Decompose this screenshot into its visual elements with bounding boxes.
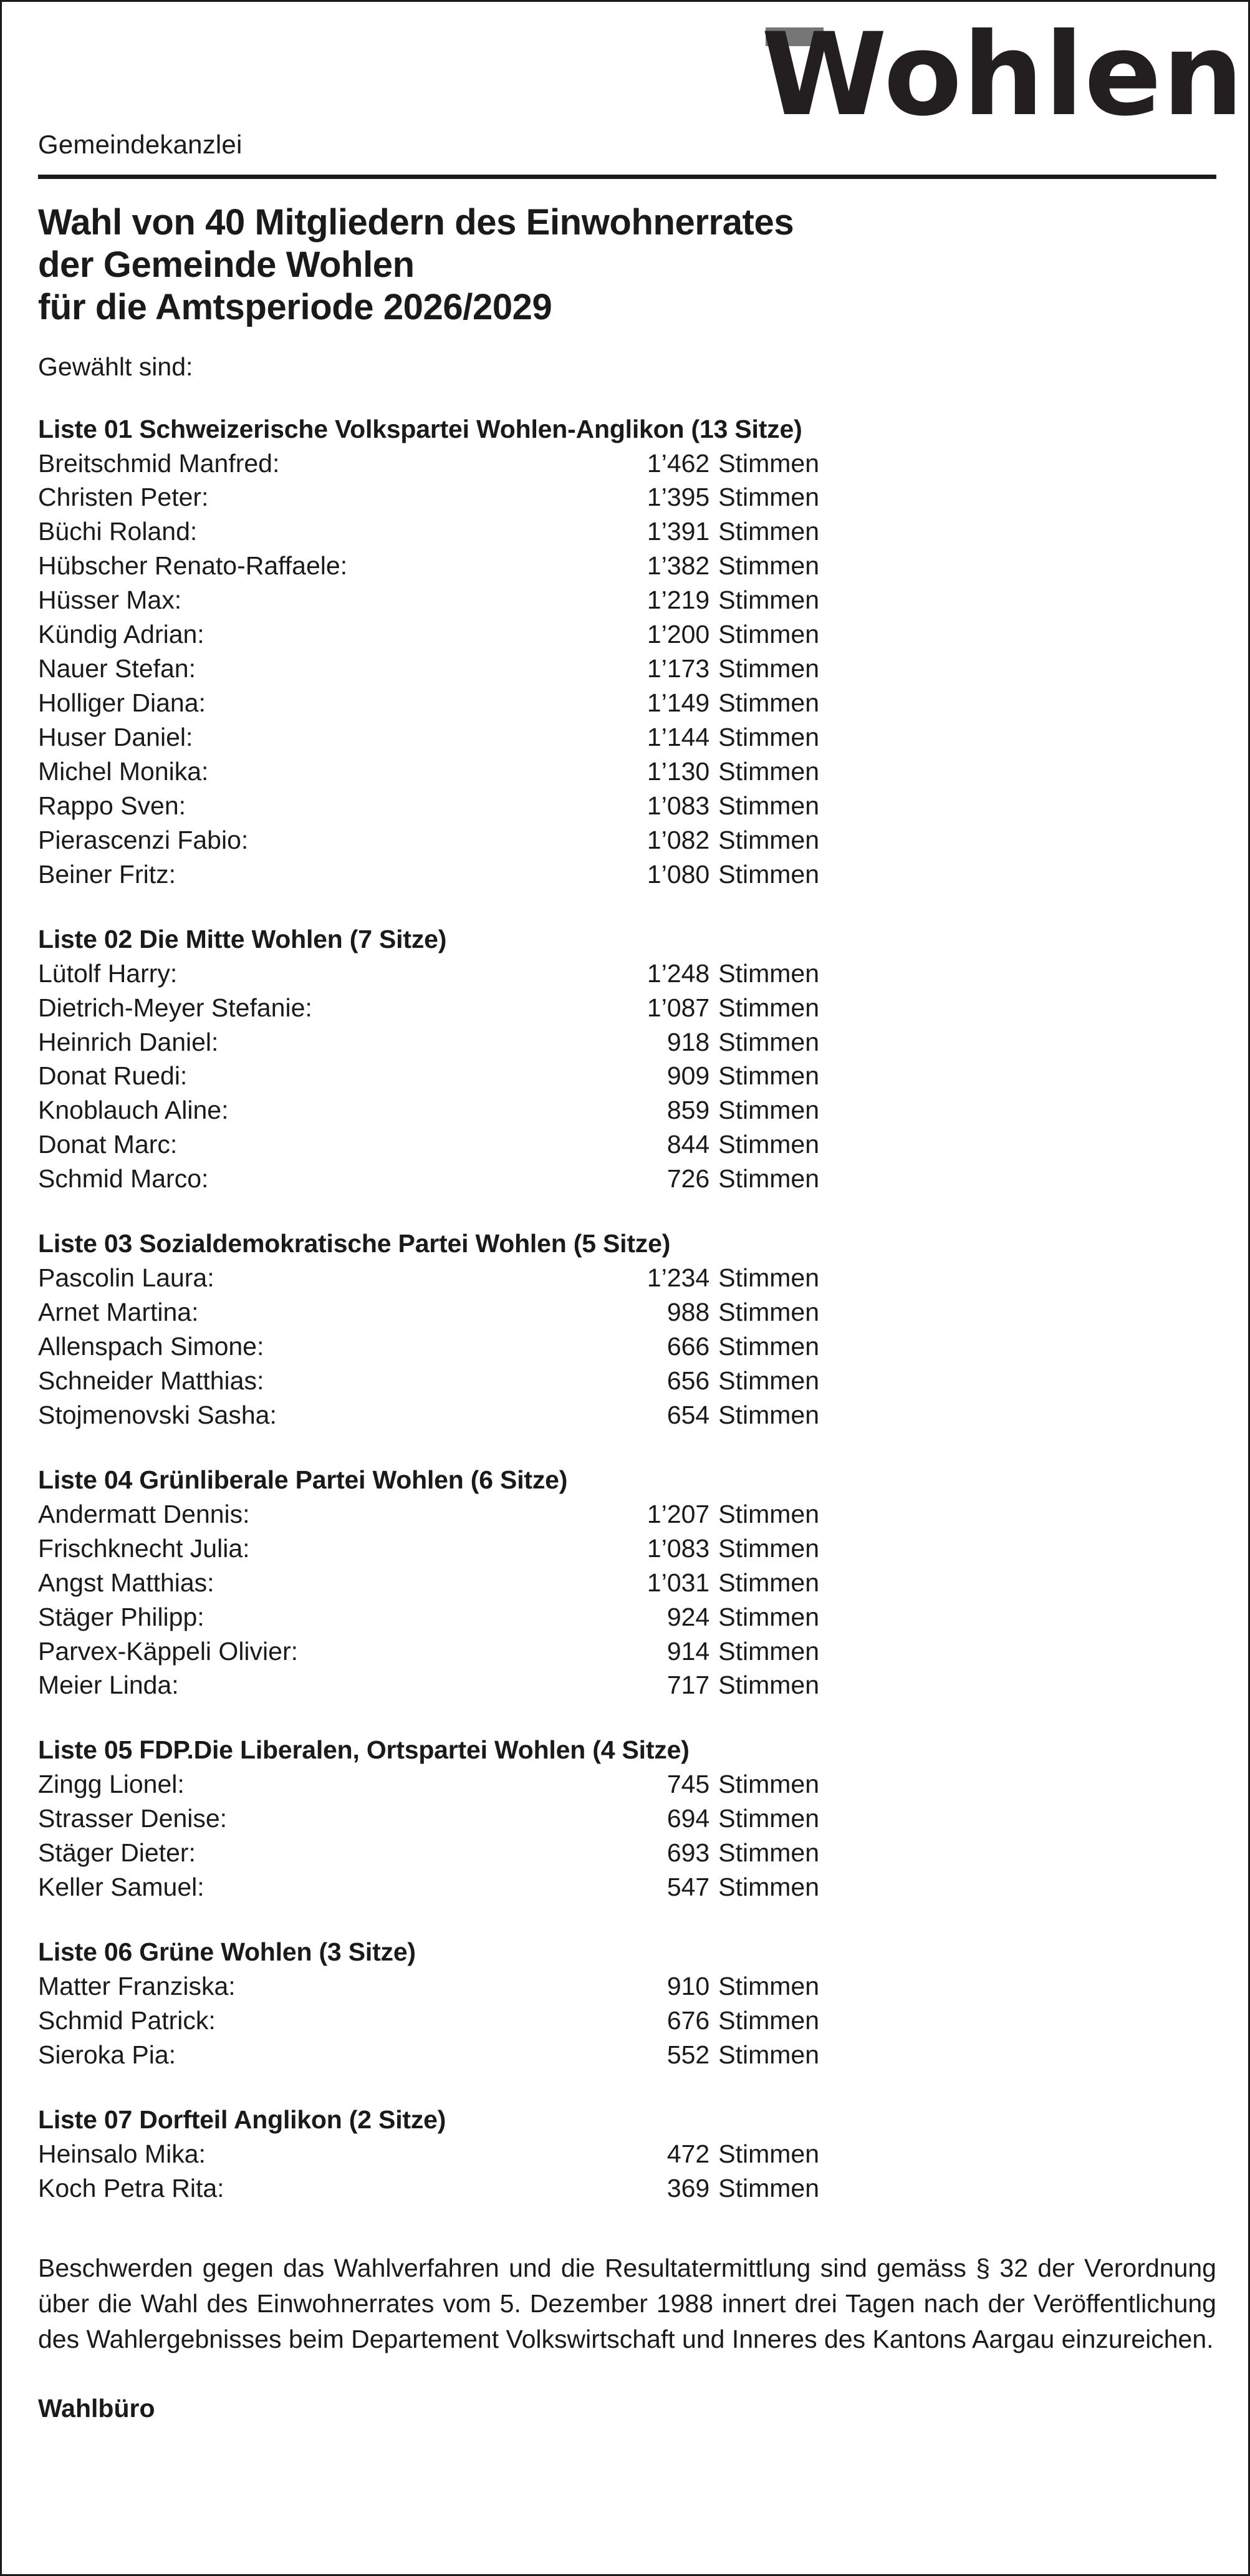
candidate-vote-count: 988 [666,1298,710,1327]
results-lists [38,412,1216,2206]
candidate-vote-unit: Stimmen [718,1533,819,1563]
list-block [38,1935,1216,2072]
candidate-row [38,1767,819,1802]
candidate-row [38,446,819,481]
candidate-vote-unit: Stimmen [718,1568,819,1597]
candidate-name: Pierascenzi Fabio: [38,825,249,854]
candidate-vote-unit: Stimmen [718,1366,819,1395]
candidate-vote-count: 676 [666,2005,710,2035]
candidate-row [38,2004,819,2038]
candidate-name: Stojmenovski Sasha: [38,1400,277,1429]
appeal-notice: Beschwerden gegen das Wahlverfahren und die Resultatermittlung sind gemäss § 32 der Verordnung über die Wahl des Einwohnerrates vom 5. Dezember 1988 innert drei Tagen nach der Veröffentlichung des Wahlergebnisses beim Departement Volkswirtschaft und Inneres des Kantons Aargau einzureichen. [38,2253,1216,2354]
page-header [38,2,1244,175]
candidate-vote-count: 717 [666,1671,710,1700]
candidate-vote-unit: Stimmen [718,1400,819,1429]
candidate-name: Knoblauch Aline: [38,1096,229,1125]
candidate-votes [615,1600,819,1634]
candidate-votes [615,720,819,755]
candidate-vote-unit: Stimmen [718,1671,819,1700]
candidate-vote-unit: Stimmen [718,1096,819,1125]
candidate-row [38,720,819,755]
candidate-vote-count: 1’083 [647,1533,710,1563]
candidate-votes [615,480,819,514]
candidate-vote-count: 1’248 [647,958,710,988]
candidate-name: Stäger Philipp: [38,1602,204,1631]
candidate-vote-unit: Stimmen [718,859,819,889]
candidate-votes [615,789,819,823]
candidate-vote-unit: Stimmen [718,1499,819,1528]
candidate-votes [615,1329,819,1364]
candidate-name: Heinsalo Mika: [38,2139,206,2168]
candidate-votes [615,686,819,720]
candidate-row [38,1295,819,1329]
candidate-row [38,686,819,720]
candidate-name: Christen Peter: [38,483,209,512]
candidate-vote-unit: Stimmen [718,1263,819,1293]
candidate-vote-count: 1’149 [647,688,710,718]
candidate-vote-unit: Stimmen [718,993,819,1022]
candidate-row [38,2171,819,2206]
candidate-row [38,1566,819,1600]
candidate-votes [615,1398,819,1432]
candidate-name: Rappo Sven: [38,791,186,820]
list-title: Liste 04 Grünliberale Partei Wohlen (6 Sitze) [38,1465,568,1494]
candidate-vote-count: 910 [666,1972,710,2001]
candidate-row [38,583,819,617]
candidate-votes [615,823,819,857]
candidate-votes [615,514,819,549]
candidate-vote-count: 844 [666,1130,710,1159]
candidate-vote-unit: Stimmen [718,2173,819,2202]
candidate-vote-count: 1’083 [647,791,710,820]
candidate-row [38,1668,819,1702]
candidate-row [38,1870,819,1904]
candidate-name: Strasser Denise: [38,1804,228,1833]
list-block [38,412,1216,892]
list-block [38,1227,1216,1432]
candidate-votes [615,617,819,652]
candidate-row [38,549,819,583]
candidate-votes [615,1969,819,2004]
candidate-name: Kündig Adrian: [38,620,204,649]
candidate-votes [615,2038,819,2072]
candidate-vote-count: 1’144 [647,723,710,752]
candidate-row [38,1059,819,1093]
candidate-vote-count: 1’234 [647,1263,710,1293]
candidate-vote-unit: Stimmen [718,1873,819,1902]
candidate-row [38,1532,819,1566]
candidate-vote-unit: Stimmen [718,1770,819,1799]
candidate-votes [615,1767,819,1802]
candidate-row [38,1093,819,1127]
candidate-votes [615,446,819,481]
candidate-votes [615,957,819,991]
candidate-name: Matter Franziska: [38,1972,236,2001]
candidate-votes [615,1802,819,1836]
candidate-name: Lütolf Harry: [38,958,178,988]
candidate-vote-count: 924 [666,1602,710,1631]
candidate-row [38,2137,819,2171]
candidate-name: Schneider Matthias: [38,1366,264,1395]
candidate-row [38,1025,819,1059]
candidate-name: Parvex-Käppeli Olivier: [38,1636,298,1666]
candidate-votes [615,1532,819,1566]
candidate-votes [615,1870,819,1904]
logo-wordmark: Wohlen [761,9,1244,142]
candidate-name: Hüsser Max: [38,586,182,615]
page-title-line-2: der Gemeinde Wohlen [38,244,415,285]
candidate-name: Zingg Lionel: [38,1770,185,1799]
candidate-votes [615,1261,819,1295]
candidate-name: Heinrich Daniel: [38,1027,219,1056]
candidate-row [38,1398,819,1432]
candidate-vote-unit: Stimmen [718,551,819,581]
candidate-votes [615,1364,819,1398]
candidate-vote-unit: Stimmen [718,1130,819,1159]
candidate-vote-count: 726 [666,1164,710,1194]
candidate-vote-unit: Stimmen [718,2139,819,2168]
candidate-vote-count: 1’391 [647,517,710,546]
candidate-vote-count: 656 [666,1366,710,1395]
candidate-name: Sieroka Pia: [38,2040,176,2069]
list-title: Liste 06 Grüne Wohlen (3 Sitze) [38,1937,416,1967]
candidate-name: Michel Monika: [38,756,209,786]
candidate-votes [615,1093,819,1127]
candidate-votes [615,1162,819,1196]
candidate-row [38,789,819,823]
candidate-vote-count: 1’173 [647,654,710,683]
list-block [38,2103,1216,2206]
candidate-name: Frischknecht Julia: [38,1533,250,1563]
candidate-vote-unit: Stimmen [718,1061,819,1091]
candidate-name: Keller Samuel: [38,1873,204,1902]
candidate-vote-unit: Stimmen [718,654,819,683]
candidate-row [38,617,819,652]
candidate-row [38,652,819,686]
candidate-vote-unit: Stimmen [718,1027,819,1056]
candidate-name: Angst Matthias: [38,1568,214,1597]
candidate-name: Donat Marc: [38,1130,178,1159]
candidate-votes [615,755,819,789]
candidate-name: Hübscher Renato-Raffaele: [38,551,348,581]
candidate-vote-count: 1’200 [647,620,710,649]
candidate-vote-unit: Stimmen [718,2005,819,2035]
candidate-name: Schmid Patrick: [38,2005,216,2035]
candidate-vote-unit: Stimmen [718,1838,819,1868]
list-title: Liste 03 Sozialdemokratische Partei Wohlen (5 Sitze) [38,1229,671,1258]
candidate-vote-count: 694 [666,1804,710,1833]
candidate-votes [615,1497,819,1532]
page-title-line-3: für die Amtsperiode 2026/2029 [38,286,552,327]
candidate-row [38,991,819,1025]
candidate-row [38,1634,819,1669]
candidate-row [38,1364,819,1398]
candidate-votes [615,652,819,686]
candidate-vote-unit: Stimmen [718,1972,819,2001]
candidate-vote-count: 859 [666,1096,710,1125]
candidate-name: Nauer Stefan: [38,654,196,683]
candidate-vote-count: 1’462 [647,448,710,478]
candidate-vote-unit: Stimmen [718,1804,819,1833]
candidate-vote-count: 693 [666,1838,710,1868]
candidate-name: Huser Daniel: [38,723,193,752]
candidate-vote-count: 918 [666,1027,710,1056]
candidate-vote-unit: Stimmen [718,958,819,988]
candidate-row [38,857,819,892]
list-block [38,1463,1216,1703]
candidate-votes [615,549,819,583]
candidate-votes [615,2171,819,2206]
candidate-vote-count: 1’130 [647,756,710,786]
candidate-vote-unit: Stimmen [718,2040,819,2069]
candidate-vote-unit: Stimmen [718,1164,819,1194]
candidate-name: Schmid Marco: [38,1164,209,1194]
list-title: Liste 05 FDP.Die Liberalen, Ortspartei Wohlen (4 Sitze) [38,1735,690,1765]
candidate-votes [615,857,819,892]
candidate-vote-unit: Stimmen [718,723,819,752]
department-label: Gemeindekanzlei [38,130,243,159]
candidate-name: Arnet Martina: [38,1298,199,1327]
candidate-vote-count: 1’219 [647,586,710,615]
candidate-vote-unit: Stimmen [718,1298,819,1327]
candidate-vote-unit: Stimmen [718,688,819,718]
candidate-vote-unit: Stimmen [718,825,819,854]
list-title: Liste 07 Dorfteil Anglikon (2 Sitze) [38,2105,446,2134]
candidate-votes [615,991,819,1025]
page-title [38,201,1216,329]
candidate-vote-unit: Stimmen [718,1636,819,1666]
candidate-name: Beiner Fritz: [38,859,176,889]
candidate-votes [615,1634,819,1669]
list-block [38,922,1216,1197]
candidate-name: Donat Ruedi: [38,1061,188,1091]
candidate-votes [615,1295,819,1329]
candidate-vote-unit: Stimmen [718,483,819,512]
candidate-vote-count: 547 [666,1873,710,1902]
candidate-name: Stäger Dieter: [38,1838,196,1868]
candidate-votes [615,1025,819,1059]
candidate-vote-count: 654 [666,1400,710,1429]
candidate-vote-count: 914 [666,1636,710,1666]
candidate-name: Allenspach Simone: [38,1332,264,1361]
candidate-vote-count: 1’207 [647,1499,710,1528]
candidate-vote-count: 745 [666,1770,710,1799]
candidate-vote-count: 1’087 [647,993,710,1022]
candidate-vote-count: 1’395 [647,483,710,512]
list-title: Liste 01 Schweizerische Volkspartei Wohlen-Anglikon (13 Sitze) [38,414,802,443]
header-divider [38,175,1216,179]
candidate-votes [615,1059,819,1093]
list-title: Liste 02 Die Mitte Wohlen (7 Sitze) [38,924,447,953]
candidate-vote-count: 1’082 [647,825,710,854]
candidate-vote-unit: Stimmen [718,791,819,820]
candidate-row [38,1261,819,1295]
candidate-row [38,823,819,857]
page-title-line-1: Wahl von 40 Mitgliedern des Einwohnerrates [38,202,794,243]
candidate-row [38,1969,819,2004]
candidate-name: Pascolin Laura: [38,1263,214,1293]
candidate-vote-unit: Stimmen [718,517,819,546]
candidate-name: Holliger Diana: [38,688,206,718]
candidate-row [38,1127,819,1162]
candidate-name: Dietrich-Meyer Stefanie: [38,993,312,1022]
candidate-row [38,1802,819,1836]
candidate-row [38,1162,819,1196]
candidate-vote-count: 369 [666,2173,710,2202]
candidate-vote-count: 909 [666,1061,710,1091]
candidate-vote-count: 1’031 [647,1568,710,1597]
candidate-row [38,2038,819,2072]
page-footer [38,2250,1216,2423]
candidate-vote-unit: Stimmen [718,586,819,615]
candidate-name: Andermatt Dennis: [38,1499,250,1528]
candidate-row [38,1329,819,1364]
candidate-votes [615,1668,819,1702]
candidate-vote-unit: Stimmen [718,756,819,786]
signature-label: Wahlbüro [38,2393,155,2423]
candidate-vote-unit: Stimmen [718,1602,819,1631]
candidate-row [38,957,819,991]
candidate-row [38,480,819,514]
candidate-vote-unit: Stimmen [718,1332,819,1361]
candidate-row [38,1497,819,1532]
candidate-vote-count: 472 [666,2139,710,2168]
candidate-votes [615,1836,819,1870]
candidate-vote-count: 552 [666,2040,710,2069]
candidate-vote-count: 666 [666,1332,710,1361]
candidate-name: Breitschmid Manfred: [38,448,280,478]
candidate-row [38,755,819,789]
candidate-votes [615,2137,819,2171]
candidate-name: Koch Petra Rita: [38,2173,224,2202]
candidate-row [38,514,819,549]
candidate-row [38,1836,819,1870]
candidate-votes [615,583,819,617]
page-content [38,2,1244,2574]
candidate-name: Meier Linda: [38,1671,179,1700]
candidate-name: Büchi Roland: [38,517,198,546]
candidate-votes [615,1127,819,1162]
lead-text: Gewählt sind: [38,352,193,382]
candidate-row [38,1600,819,1634]
candidate-vote-count: 1’080 [647,859,710,889]
candidate-votes [615,2004,819,2038]
candidate-vote-count: 1’382 [647,551,710,581]
candidate-vote-unit: Stimmen [718,620,819,649]
candidate-votes [615,1566,819,1600]
list-block [38,1733,1216,1904]
candidate-vote-unit: Stimmen [718,448,819,478]
